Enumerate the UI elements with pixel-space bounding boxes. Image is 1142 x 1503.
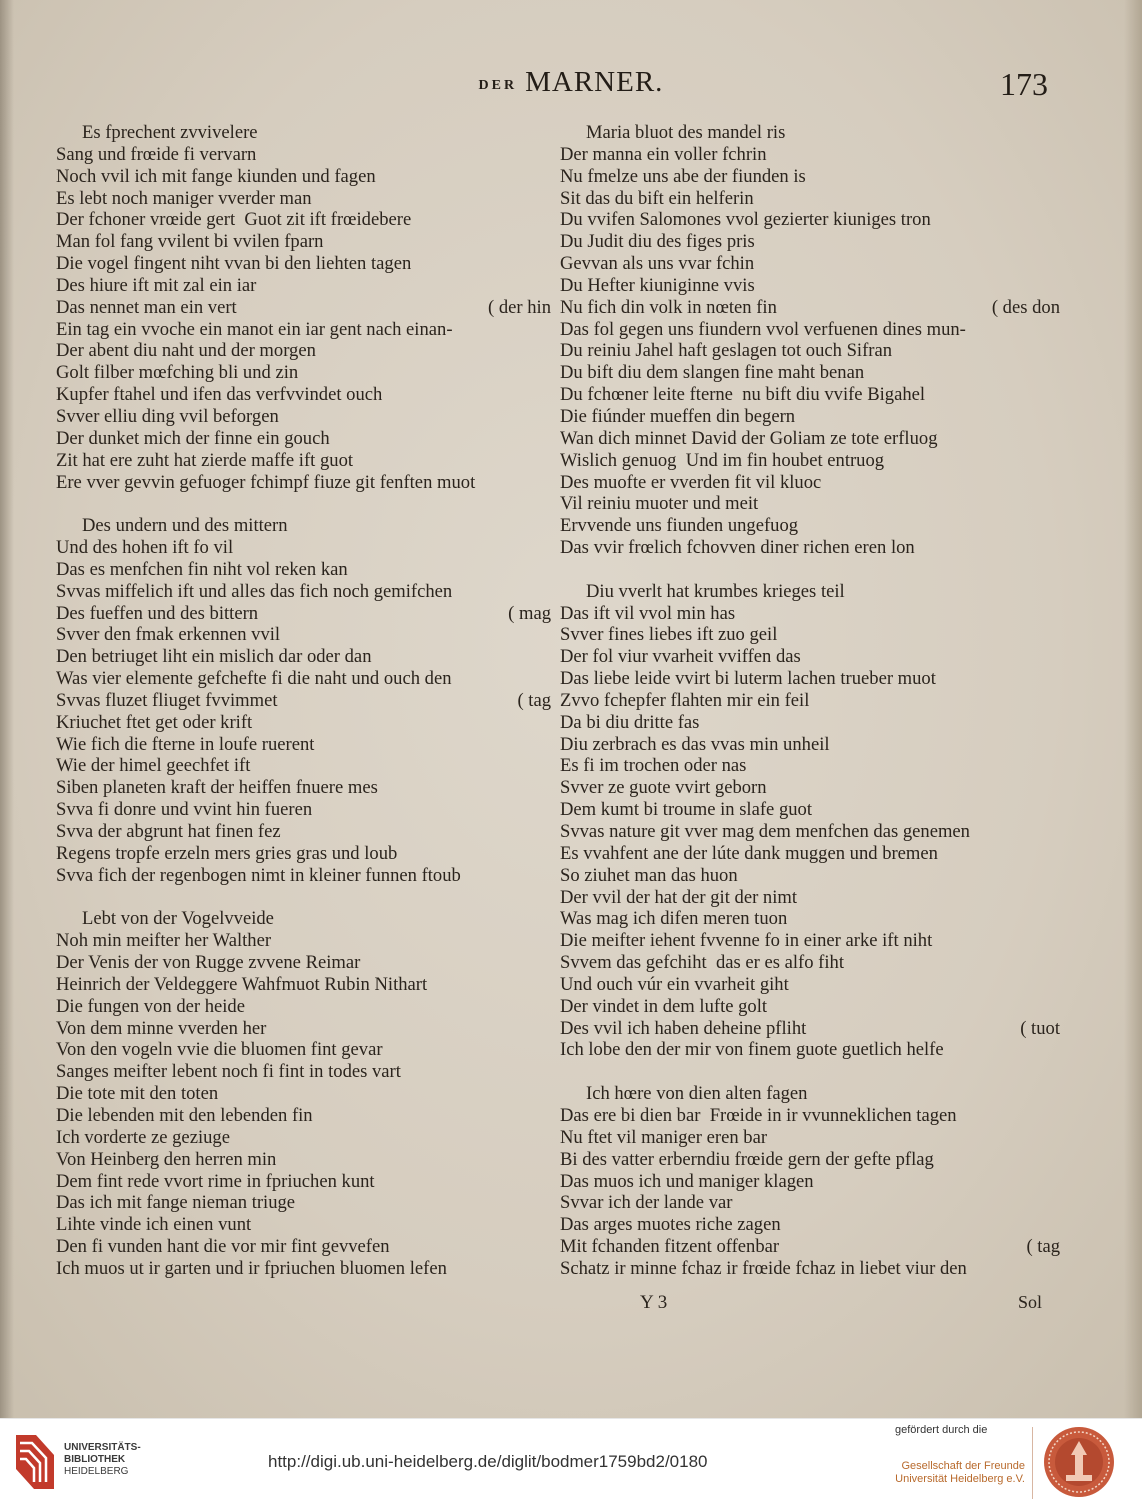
verse-line	[56, 734, 551, 756]
verse-line	[560, 712, 1060, 734]
verse-line-text: Der Venis der von Rugge zvvene Reimar	[56, 952, 361, 974]
verse-line	[560, 624, 1060, 646]
verse-line-text: Das liebe leide vvirt bi luterm lachen trueber muot	[560, 668, 936, 690]
verse-line	[560, 188, 1060, 210]
verse-line-text: Golt filber mœfching bli und zin	[56, 362, 299, 384]
verse-line-turnover: ( tag	[1026, 1236, 1060, 1258]
verse-line-turnover: ( mag	[508, 602, 551, 624]
verse-line	[56, 515, 551, 537]
verse-line-text: Der fol viur vvarheit vviffen das	[560, 646, 801, 668]
verse-line-text: Svvar ich der lande var	[560, 1192, 733, 1214]
verse-line-text: Ich vorderte ze geziuge	[56, 1126, 230, 1148]
verse-line	[560, 1192, 1060, 1214]
verse-line-text: So ziuhet man das huon	[560, 864, 738, 886]
verse-line-text: Maria bluot des mandel ris	[586, 122, 786, 143]
verse-line	[560, 384, 1060, 406]
verse-line	[560, 843, 1060, 865]
viewer-footer	[0, 1418, 1142, 1503]
verse-line	[56, 603, 551, 625]
verse-line	[56, 908, 551, 930]
verse-line	[560, 930, 1060, 952]
verse-line	[560, 166, 1060, 188]
verse-line	[560, 231, 1060, 253]
verse-line-text: Das nennet man ein vert	[56, 296, 237, 318]
verse-line-text: Zvvo fchepfer flahten mir ein feil	[560, 689, 810, 711]
verse-line	[56, 887, 551, 909]
verse-line-text: Von den vogeln vvie die bluomen fint gevar	[56, 1039, 383, 1061]
verse-line-text: Ich lobe den der mir von finem guote guetlich helfe	[560, 1039, 944, 1061]
verse-line	[56, 384, 551, 406]
verse-line-text: Diu vverlt hat krumbes krieges teil	[586, 580, 845, 602]
verse-line-text: Svver fines liebes ift zuo geil	[560, 624, 778, 646]
verse-line	[560, 559, 1060, 581]
verse-line-text: Wie fich die fterne in loufe ruerent	[56, 733, 315, 755]
verse-line	[560, 974, 1060, 996]
verse-line-text: Den betriuget liht ein mislich dar oder dan	[56, 646, 372, 668]
verse-line-text: Es vvahfent ane der lúte dank muggen und bremen	[560, 842, 938, 864]
verse-line-text: Der fchoner vrœide gert Guot zit ift frœidebere	[56, 209, 412, 231]
verse-line	[56, 1258, 551, 1280]
verse-line-text: Ervvende uns fiunden ungefuog	[560, 515, 799, 537]
verse-line-text: Von dem minne vverden her	[56, 1017, 267, 1039]
verse-line	[56, 209, 551, 231]
verse-line-text: Das arges muotes riche zagen	[560, 1214, 781, 1236]
verse-line	[560, 493, 1060, 515]
verse-line-text: Der dunket mich der finne ein gouch	[56, 427, 330, 449]
verse-line	[56, 493, 551, 515]
signature-mark: Y 3	[640, 1292, 668, 1313]
verse-line-text: Lihte vinde ich einen vunt	[56, 1214, 252, 1236]
verse-line	[56, 340, 551, 362]
verse-line	[560, 1214, 1060, 1236]
verse-line	[560, 734, 1060, 756]
verse-line	[56, 1039, 551, 1061]
verse-line-text: Das fol gegen uns fiundern vvol verfuenen dines mun-	[560, 318, 966, 340]
sponsor-name-line: Universität Heidelberg e.V.	[895, 1473, 1025, 1485]
verse-line	[560, 537, 1060, 559]
verse-line	[560, 209, 1060, 231]
verse-line-text: Wie der himel geechfet ift	[56, 755, 251, 777]
verse-line-text: Die tote mit den toten	[56, 1083, 219, 1105]
page-number: 173	[1000, 66, 1048, 102]
verse-line-text: Nu ftet vil maniger eren bar	[560, 1126, 768, 1148]
right-text-column	[560, 122, 1060, 1280]
verse-line	[560, 952, 1060, 974]
permalink-url[interactable]: http://digi.ub.uni-heidelberg.de/diglit/bodmer1759bd2/0180	[268, 1452, 708, 1471]
verse-line	[56, 188, 551, 210]
verse-line	[560, 581, 1060, 603]
page-edge-shadow-right	[1124, 0, 1142, 1418]
verse-line-text: Das ich mit fange nieman triuge	[56, 1192, 296, 1214]
verse-line-text: Das ere bi dien bar Frœide in ir vvunneklichen tagen	[560, 1104, 957, 1126]
verse-line-text: Mit fchanden fitzent offenbar	[560, 1236, 780, 1258]
verse-line	[56, 406, 551, 428]
verse-line-text: Da bi diu dritte fas	[560, 711, 700, 733]
verse-line-text: Svvem das gefchiht das er es alfo fiht	[560, 952, 844, 974]
verse-line-text: Ere vver gevvin gefuoger fchimpf fiuze git fenften muot	[56, 471, 476, 493]
sponsor-name-line: Gesellschaft der Freunde	[901, 1460, 1025, 1472]
verse-line	[56, 1083, 551, 1105]
verse-line	[560, 646, 1060, 668]
verse-line	[560, 887, 1060, 909]
verse-line-text: Des hiure ift mit zal ein iar	[56, 274, 257, 296]
verse-line	[560, 1039, 1060, 1061]
verse-line	[560, 996, 1060, 1018]
verse-line	[560, 908, 1060, 930]
verse-line	[560, 450, 1060, 472]
verse-line	[560, 603, 1060, 625]
verse-line-text: Wan dich minnet David der Goliam ze tote erfluog	[560, 427, 938, 449]
verse-line	[56, 799, 551, 821]
verse-line-text: Des undern und des mittern	[82, 515, 288, 537]
verse-line-text: Ein tag ein vvoche ein manot ein iar gent nach einan-	[56, 318, 453, 340]
verse-line	[560, 865, 1060, 887]
verse-line-text: Heinrich der Veldeggere Wahfmuot Rubin Nithart	[56, 973, 428, 995]
verse-line-text: Sit das du bift ein helferin	[560, 187, 754, 209]
verse-line-text: Svvas miffelich ift und alles das fich noch gemifchen	[56, 580, 453, 602]
verse-line-text: Das es menfchen fin niht vol reken kan	[56, 558, 348, 580]
page-edge-shadow-left	[0, 0, 14, 1418]
verse-line-text: Kriuchet ftet get oder krift	[56, 711, 253, 733]
verse-line	[560, 1258, 1060, 1280]
verse-line	[56, 450, 551, 472]
verse-line-text: Nu fich din volk in nœten fin	[560, 296, 777, 318]
verse-line	[56, 1105, 551, 1127]
verse-line-text: Du reiniu Jahel haft geslagen tot ouch Sifran	[560, 340, 893, 362]
verse-line-text: Svvas nature git vver mag dem menfchen das genemen	[560, 821, 970, 842]
verse-line	[56, 930, 551, 952]
verse-line	[56, 1236, 551, 1258]
verse-line	[56, 319, 551, 341]
verse-line-text: Es lebt noch maniger vverder man	[56, 187, 312, 209]
verse-line	[56, 843, 551, 865]
verse-line-text: Was vier elemente gefchefte fi die naht und ouch den	[56, 668, 452, 690]
verse-line	[560, 690, 1060, 712]
library-name-line: UNIVERSITÄTS-	[64, 1442, 141, 1453]
verse-line-text: Gevvan als uns vvar fchin	[560, 253, 755, 275]
verse-line-text: Kupfer ftahel und ifen das verfvvindet ouch	[56, 384, 383, 406]
verse-line	[56, 253, 551, 275]
verse-line	[56, 1127, 551, 1149]
verse-line-text: Svver ze guote vvirt geborn	[560, 777, 767, 799]
verse-line	[56, 865, 551, 887]
verse-line-text: Du fchœner leite fterne nu bift diu vvife Bigahel	[560, 384, 926, 406]
verse-line	[560, 1236, 1060, 1258]
verse-line-text: Sang und frœide fi vervarn	[56, 143, 257, 165]
verse-line	[560, 1018, 1060, 1040]
verse-line	[560, 668, 1060, 690]
verse-line-text: Von Heinberg den herren min	[56, 1148, 277, 1170]
sponsor-label: gefördert durch die	[895, 1424, 988, 1436]
verse-line-text: Lebt von der Vogelvveide	[82, 908, 274, 930]
verse-line-text: Du vvifen Salomones vvol gezierter kiuniges tron	[560, 209, 931, 231]
sponsor-name[interactable]	[887, 1460, 1025, 1486]
verse-line-text: Die meifter iehent fvvenne fo in einer arke ift niht	[560, 930, 933, 952]
verse-line-text: Den fi vunden hant die vor mir fint gevvefen	[56, 1236, 390, 1258]
verse-line-text: Noch vvil ich mit fange kiunden und fagen	[56, 165, 376, 187]
verse-line	[560, 472, 1060, 494]
verse-line	[56, 144, 551, 166]
verse-line	[56, 952, 551, 974]
verse-line-text: Des muofte er vverden fit vil kluoc	[560, 471, 822, 493]
verse-line-text: Sanges meifter lebent noch fi fint in todes vart	[56, 1061, 401, 1083]
verse-line	[560, 340, 1060, 362]
verse-line	[56, 428, 551, 450]
verse-line-text: Man fol fang vvilent bi vvilen fparn	[56, 231, 324, 253]
verse-line	[56, 1149, 551, 1171]
verse-line	[56, 690, 551, 712]
verse-line	[560, 122, 1060, 144]
verse-line	[560, 253, 1060, 275]
verse-line-text: Regens tropfe erzeln mers gries gras und loub	[56, 842, 398, 864]
verse-line-text: Du bift diu dem slangen fine maht benan	[560, 362, 865, 384]
verse-line-text: Svva fich der regenbogen nimt in kleiner funnen ftoub	[56, 864, 461, 886]
verse-line-text: Bi des vatter erberndiu frœide gern der gefte pflag	[560, 1148, 934, 1170]
verse-line-text: Es fprechent zvvivelere	[82, 122, 258, 143]
verse-line	[560, 319, 1060, 341]
verse-line	[560, 1149, 1060, 1171]
verse-line	[560, 1171, 1060, 1193]
verse-line	[56, 712, 551, 734]
verse-line-text: Noh min meifter her Walther	[56, 930, 272, 952]
verse-line	[56, 1018, 551, 1040]
verse-line	[56, 231, 551, 253]
verse-line-text: Der manna ein voller fchrin	[560, 143, 767, 165]
library-name-line: HEIDELBERG	[64, 1466, 129, 1477]
verse-line	[56, 624, 551, 646]
verse-line	[56, 777, 551, 799]
verse-line-text: Svver den fmak erkennen vvil	[56, 624, 281, 646]
verse-line-text: Das vvir frœlich fchovven diner richen eren lon	[560, 537, 915, 559]
library-name[interactable]	[64, 1442, 141, 1478]
verse-line-text: Der vindet in dem lufte golt	[560, 995, 768, 1017]
verse-line	[56, 668, 551, 690]
verse-line-text: Das muos ich und maniger klagen	[560, 1170, 814, 1192]
verse-line	[56, 1061, 551, 1083]
verse-line-text: Svva der abgrunt hat finen fez	[56, 821, 281, 842]
verse-line-text: Des vvil ich haben deheine pfliht	[560, 1017, 807, 1039]
verse-line-turnover: ( tag	[517, 689, 551, 711]
verse-line	[56, 821, 551, 843]
verse-line	[560, 515, 1060, 537]
verse-line	[56, 1214, 551, 1236]
verse-line	[56, 581, 551, 603]
verse-line	[56, 559, 551, 581]
verse-line	[56, 275, 551, 297]
running-title-name: MARNER.	[525, 66, 664, 98]
verse-line-text: Es fi im trochen oder nas	[560, 755, 747, 777]
verse-line	[56, 297, 551, 319]
verse-line-text: Das ift vil vvol min has	[560, 602, 736, 624]
verse-line	[560, 799, 1060, 821]
verse-line	[56, 472, 551, 494]
running-title	[0, 66, 1142, 99]
verse-line-text: Ich hœre von dien alten fagen	[586, 1083, 808, 1105]
verse-line-text: Die lebenden mit den lebenden fin	[56, 1104, 313, 1126]
verse-line-text: Vil reiniu muoter und meit	[560, 493, 759, 515]
verse-line	[560, 406, 1060, 428]
verse-line-text: Zit hat ere zuht hat zierde maffe ift guot	[56, 449, 354, 471]
verse-line-text: Dem fint rede vvort rime in fpriuchen kunt	[56, 1170, 375, 1192]
verse-line	[56, 362, 551, 384]
verse-line	[560, 755, 1060, 777]
verse-line	[560, 1061, 1060, 1083]
sponsor-divider	[1032, 1427, 1033, 1499]
verse-line-text: Svva fi donre und vvint hin fueren	[56, 799, 313, 821]
verse-line	[560, 1127, 1060, 1149]
verse-line	[56, 166, 551, 188]
catchword: Sol	[1017, 1292, 1042, 1312]
verse-line	[560, 275, 1060, 297]
verse-line-turnover: ( der hin	[488, 296, 551, 318]
verse-line-text: Wislich genuog Und im fin houbet entruog	[560, 449, 885, 471]
verse-line-text: Nu fmelze uns abe der fiunden is	[560, 165, 806, 187]
verse-line	[560, 1105, 1060, 1127]
verse-line	[56, 974, 551, 996]
verse-line-text: Schatz ir minne fchaz ir frœide fchaz in liebet viur den	[560, 1257, 967, 1279]
verse-line	[56, 646, 551, 668]
verse-line-text: Der abent diu naht und der morgen	[56, 340, 316, 362]
verse-line	[56, 1171, 551, 1193]
running-title-article: DER	[478, 78, 518, 93]
verse-line-text: Dem kumt bi troume in slafe guot	[560, 799, 813, 821]
verse-line-text: Siben planeten kraft der heiffen fnuere mes	[56, 777, 378, 799]
verse-line-text: Was mag ich difen meren tuon	[560, 908, 788, 930]
verse-line	[560, 428, 1060, 450]
verse-line-text: Der vvil der hat der git der nimt	[560, 886, 797, 908]
verse-line-turnover: ( tuot	[1020, 1017, 1060, 1039]
verse-line-text: Svver elliu ding vvil beforgen	[56, 405, 279, 427]
verse-line	[560, 777, 1060, 799]
university-seal-icon[interactable]	[1042, 1425, 1116, 1499]
verse-line-text: Und des hohen ift fo vil	[56, 537, 234, 559]
verse-line-text: Die fungen von der heide	[56, 995, 245, 1017]
verse-line	[560, 362, 1060, 384]
verse-line	[560, 144, 1060, 166]
verse-line-text: Du Hefter kiuniginne vvis	[560, 274, 755, 296]
verse-line-text: Diu zerbrach es das vvas min unheil	[560, 733, 830, 755]
ub-heidelberg-logo-icon[interactable]	[12, 1433, 58, 1491]
verse-line-text: Die vogel fingent niht vvan bi den liehten tagen	[56, 253, 412, 275]
verse-line	[560, 1083, 1060, 1105]
verse-line-text: Ich muos ut ir garten und ir fpriuchen bluomen lefen	[56, 1257, 447, 1279]
verse-line	[56, 996, 551, 1018]
left-text-column	[56, 122, 551, 1280]
verse-line	[56, 1192, 551, 1214]
verse-line-text: Des fueffen und des bittern	[56, 602, 259, 624]
verse-line	[56, 122, 551, 144]
verse-line-text: Svvas fluzet fliuget fvvimmet	[56, 689, 278, 711]
verse-line-text: Du Judit diu des figes pris	[560, 231, 755, 253]
verse-line-text: Und ouch vúr ein vvarheit giht	[560, 973, 789, 995]
verse-line-text: Die fiúnder mueffen din begern	[560, 405, 796, 427]
verse-line-turnover: ( des don	[991, 296, 1060, 318]
verse-line	[56, 755, 551, 777]
verse-line	[56, 537, 551, 559]
verse-line	[560, 821, 1060, 843]
library-name-line: BIBLIOTHEK	[64, 1454, 126, 1465]
verse-line	[560, 297, 1060, 319]
